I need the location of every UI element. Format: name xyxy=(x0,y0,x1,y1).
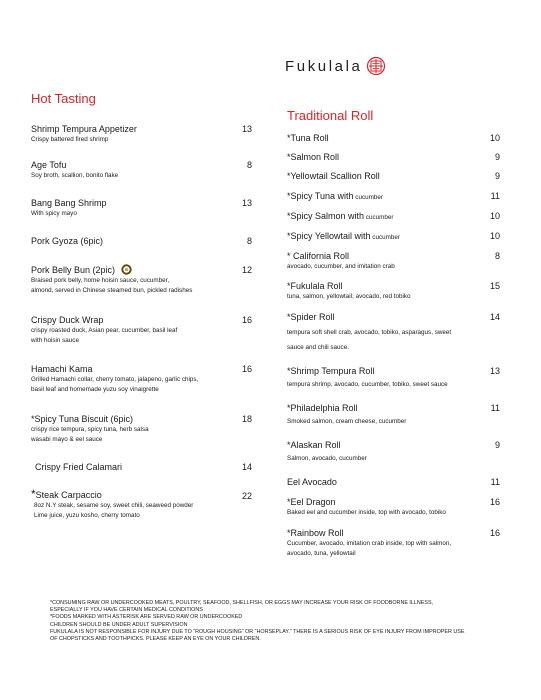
item-name-suffix: cucumber xyxy=(370,234,400,241)
item-price: 11 xyxy=(490,191,500,201)
menu-item xyxy=(31,413,149,445)
item-name: Crispy Fried Calamari xyxy=(35,462,123,472)
item-desc: basil leaf and homemade yuzu soy vinaigrette xyxy=(31,386,159,393)
item-desc: sauce and chili sauce. xyxy=(287,344,349,351)
disclaimer-line: CHILDREN SHOULD BE UNDER ADULT SUPERVISION xyxy=(50,621,188,628)
item-price: 12 xyxy=(241,265,252,275)
item-desc: tuna, salmon, yellowtail, avocado, red tobiko xyxy=(287,293,411,300)
chili-icon xyxy=(121,264,132,275)
item-name: *Salmon Roll xyxy=(287,152,340,162)
disclaimer-line: OF CHOPSTICKS AND TOOTHPICKS. PLEASE KEEP AN EYE ON YOUR CHILDREN. xyxy=(50,636,261,643)
menu-item xyxy=(287,476,337,488)
menu-item xyxy=(287,132,329,144)
menu-item xyxy=(31,197,107,219)
item-name: *Rainbow Roll xyxy=(287,528,344,538)
brand-name: Fukulala xyxy=(285,57,363,75)
item-desc: tempura soft shell crab, avocado, tobiko, asparagus, sweet xyxy=(287,329,452,336)
menu-item xyxy=(287,402,406,429)
item-price: 16 xyxy=(241,315,252,325)
item-price: 18 xyxy=(241,414,252,424)
item-price: 8 xyxy=(494,251,500,261)
fukulala-seal-icon xyxy=(366,56,386,76)
item-price: 11 xyxy=(490,403,500,413)
item-price: 16 xyxy=(241,364,252,374)
item-name: Hamachi Kama xyxy=(31,364,93,374)
section-title-hot-tasting: Hot Tasting xyxy=(31,91,96,106)
item-price: 10 xyxy=(489,133,500,143)
item-name: *Spider Roll xyxy=(287,312,335,322)
menu-item xyxy=(287,311,451,355)
section-title-traditional-roll: Traditional Roll xyxy=(287,108,374,123)
item-desc: Soy broth, scallion, bonito flake xyxy=(31,172,119,179)
item-name: *Alaskan Roll xyxy=(287,440,341,450)
item-name: Steak Carpaccio xyxy=(35,490,102,500)
item-desc: Grilled Hamachi collar, cherry tomato, jalapeno, garlic chips, xyxy=(31,376,199,383)
item-price: 9 xyxy=(494,171,500,181)
menu-item xyxy=(287,190,383,204)
item-name: *Philadelphia Roll xyxy=(287,403,358,413)
item-desc: Crispy battered fired shrimp xyxy=(31,136,109,143)
menu-item xyxy=(287,250,395,272)
menu-item xyxy=(287,365,448,392)
menu-item xyxy=(31,235,103,247)
brand-header xyxy=(285,56,386,76)
menu-item xyxy=(287,280,411,302)
item-price: 13 xyxy=(241,198,252,208)
item-name: *Spicy Tuna with xyxy=(287,191,354,201)
item-desc: wasabi mayo & eel sauce xyxy=(31,436,103,443)
item-desc: crispy rice tempura, spicy tuna, herb salsa xyxy=(31,426,149,433)
menu-item xyxy=(35,461,122,473)
item-name: * California Roll xyxy=(287,251,350,261)
menu-item xyxy=(287,210,393,224)
item-name: Pork Gyoza (6pic) xyxy=(31,236,104,246)
item-name: Pork Belly Bun (2pic) xyxy=(31,265,116,275)
item-price: 22 xyxy=(241,491,252,501)
menu-item xyxy=(31,264,192,296)
item-desc: crispy roasted duck, Asian pear, cucumber, basil leaf xyxy=(31,327,178,334)
menu-item xyxy=(287,170,380,182)
item-desc: avocado, cucumber, and imitation crab xyxy=(287,263,395,270)
item-price: 11 xyxy=(490,477,500,487)
menu-item xyxy=(31,314,177,346)
item-name: Eel Avocado xyxy=(287,477,337,487)
item-name: *Eel Dragon xyxy=(287,497,336,507)
item-desc: avocado, tuna, yellowtail xyxy=(287,550,356,557)
item-name: Crispy Duck Wrap xyxy=(31,315,104,325)
item-name: *Spicy Salmon with xyxy=(287,211,365,221)
item-name-suffix: cucumber xyxy=(353,194,383,201)
item-desc: 8oz N.Y steak, sesame soy, sweet chili, seaweed powder xyxy=(34,502,194,509)
item-desc: tempura shrimp, avocado, cucumber, tobiko, sweet sauce xyxy=(287,381,448,388)
item-name: *Fukulala Roll xyxy=(287,281,343,291)
item-price: 10 xyxy=(489,211,500,221)
menu-item xyxy=(31,123,137,145)
disclaimer-line: FUKULALA IS NOT RESPONSIBLE FOR INJURY DUE TO “ROUGH HOUSING” OR “HORSEPLAY.” THERE IS A SERIOUS RISK OF EYE INJURY FROM IMPROPER USE xyxy=(50,628,465,635)
item-name: Age Tofu xyxy=(31,160,67,170)
menu-item xyxy=(287,151,339,163)
menu-item xyxy=(31,489,193,521)
item-price: 10 xyxy=(489,231,500,241)
item-desc: With spicy mayo xyxy=(31,210,77,217)
item-desc: almond, served in Chinese steamed bun, pickled radishes xyxy=(31,287,193,294)
item-price: 8 xyxy=(246,236,252,246)
disclaimer-line: ESPECIALLY IF YOU HAVE CERTAIN MEDICAL CONDITIONS xyxy=(50,607,203,614)
item-price: 9 xyxy=(494,440,500,450)
item-price: 13 xyxy=(489,366,500,376)
menu-item xyxy=(287,496,446,518)
item-price: 9 xyxy=(494,152,500,162)
menu-item xyxy=(31,159,118,181)
raw-asterisk: * xyxy=(31,487,36,501)
item-name: *Yellowtail Scallion Roll xyxy=(287,171,380,181)
menu-item xyxy=(287,439,367,466)
item-name: *Shrimp Tempura Roll xyxy=(287,366,375,376)
item-price: 13 xyxy=(241,124,252,134)
item-name: Shrimp Tempura Appetizer xyxy=(31,124,137,134)
disclaimer-line: *FOODS MARKED WITH ASTERISK ARE SERVED RAW OR UNDERCOOKED xyxy=(50,614,243,621)
item-desc: with hoisin sauce xyxy=(31,337,79,344)
item-price: 16 xyxy=(489,528,500,538)
item-desc: Smoked salmon, cream cheese, cucumber xyxy=(287,418,407,425)
item-price: 8 xyxy=(246,160,252,170)
item-price: 14 xyxy=(489,312,500,322)
item-price: 16 xyxy=(489,497,500,507)
item-name: *Spicy Tuna Biscuit (6pic) xyxy=(31,414,134,424)
item-desc: Salmon, avocado, cucumber xyxy=(287,455,367,462)
menu-item xyxy=(287,230,400,244)
item-name: *Tuna Roll xyxy=(287,133,329,143)
item-price: 14 xyxy=(241,462,252,472)
item-desc: Lime juice, yuzu kosho, cherry tomato xyxy=(34,512,140,519)
menu-item xyxy=(31,363,198,395)
disclaimer-line: *CONSUMING RAW OR UNDERCOOKED MEATS, POULTRY, SEAFOOD, SHELLFISH, OR EGGS MAY INCREASE YOUR RISK OF FOODBORNE ILLNESS, xyxy=(50,600,434,606)
item-desc: Cucumber, avocado, imitation crab inside, top with salmon, xyxy=(287,540,452,547)
item-price: 15 xyxy=(489,281,500,291)
item-desc: Baked eel and cucumber inside, top with avocado, tobiko xyxy=(287,509,446,516)
disclaimer xyxy=(50,600,464,643)
item-name: *Spicy Yellowtail with xyxy=(287,231,371,241)
menu-item xyxy=(287,527,451,559)
item-name-suffix: cucumber xyxy=(364,214,394,221)
item-desc: Braised pork belly, home hoisin sauce, cucumber, xyxy=(31,277,170,284)
item-name: Bang Bang Shrimp xyxy=(31,198,107,208)
